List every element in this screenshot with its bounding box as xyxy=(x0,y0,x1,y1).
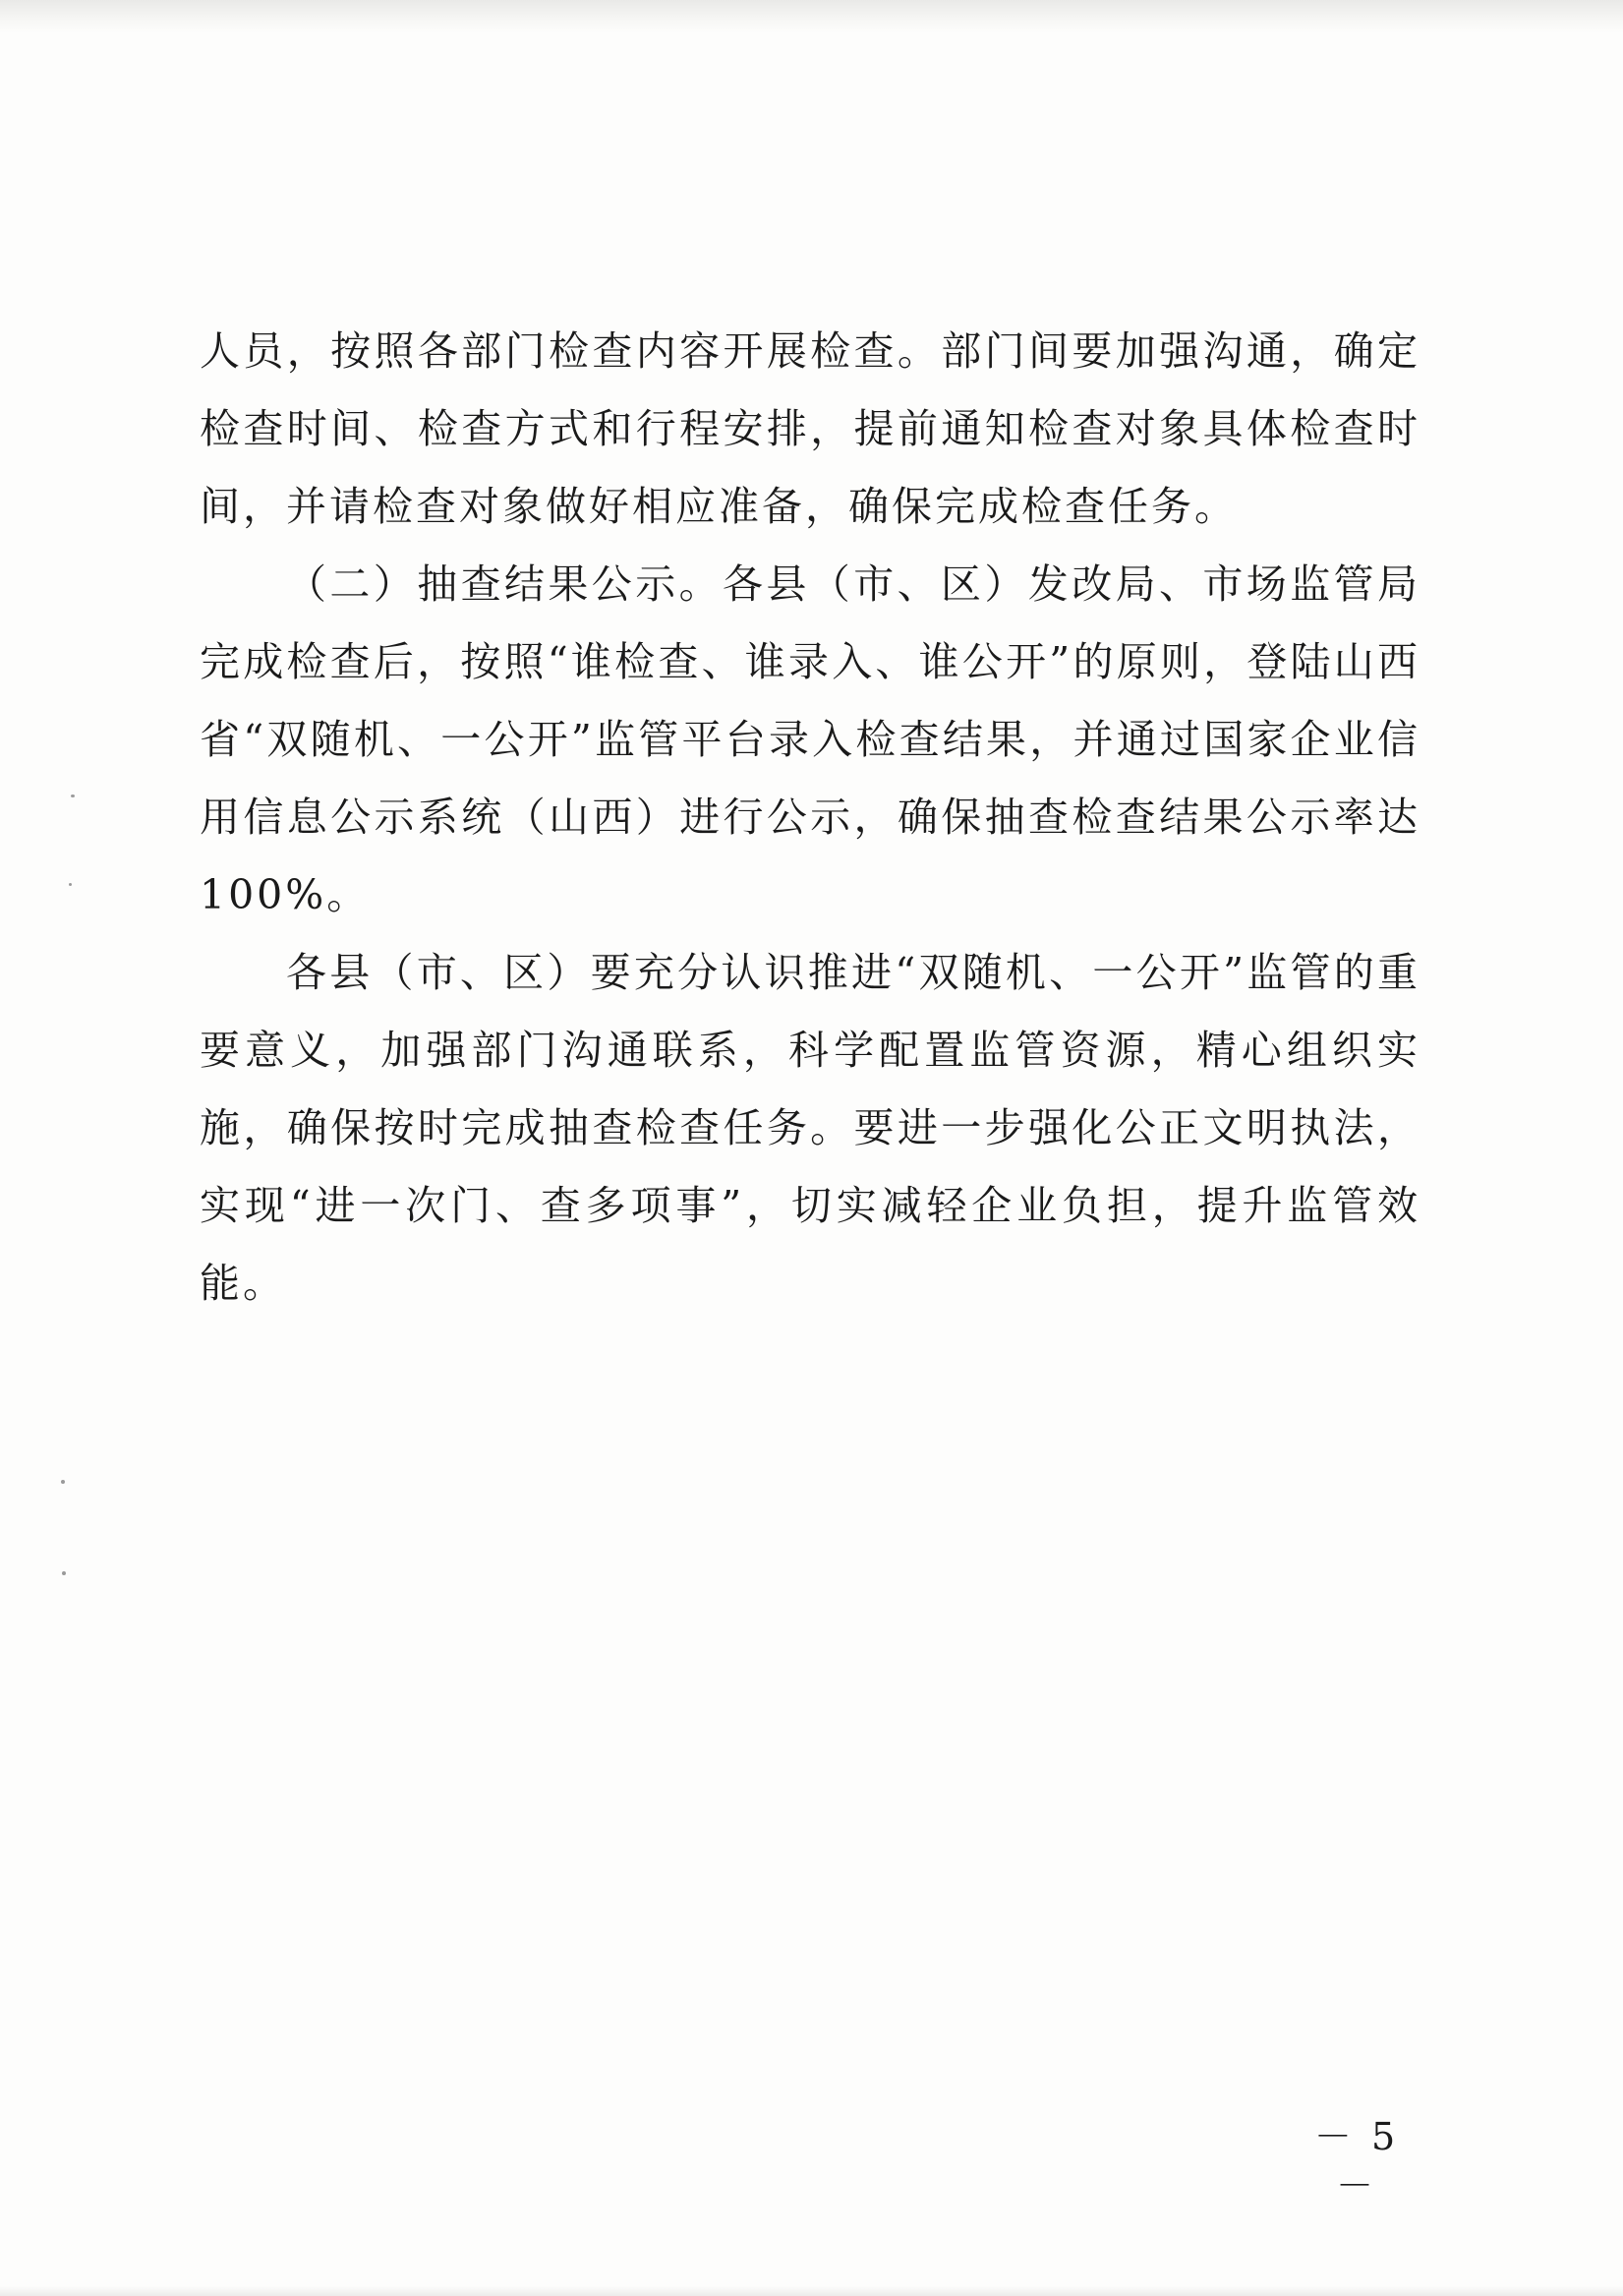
paragraph-2: （二）抽查结果公示。各县（市、区）发改局、市场监管局完成检查后，按照“谁检查、谁录入、谁公开”的原则，登陆山西省“双随机、一公开”监管平台录入检查结果，并通过国家企业信用信息公示系统（山西）进行公示，确保抽查检查结果公示率达100%。 xyxy=(200,560,1420,918)
scan-edge-bottom xyxy=(0,2286,1623,2296)
paragraph-1: 人员，按照各部门检查内容开展检查。部门间要加强沟通，确定检查时间、检查方式和行程安排，提前通知检查对象具体检查时间，并请检查对象做好相应准备，确保完成检查任务。 xyxy=(200,327,1420,530)
scan-speck xyxy=(71,795,75,797)
paragraph-3: 各县（市、区）要充分认识推进“双随机、一公开”监管的重要意义，加强部门沟通联系，科学配置监管资源，精心组织实施，确保按时完成抽查检查任务。要进一步强化公正文明执法，实现“进一次门、查多项事”，切实减轻企业负担，提升监管效能。 xyxy=(200,949,1420,1307)
scan-edge-top xyxy=(0,0,1623,33)
page-number: － 5 － xyxy=(1313,2115,1400,2208)
scan-speck xyxy=(69,883,72,886)
scan-speck xyxy=(62,1571,66,1575)
document-body xyxy=(200,313,1420,1323)
scan-speck xyxy=(61,1480,65,1484)
